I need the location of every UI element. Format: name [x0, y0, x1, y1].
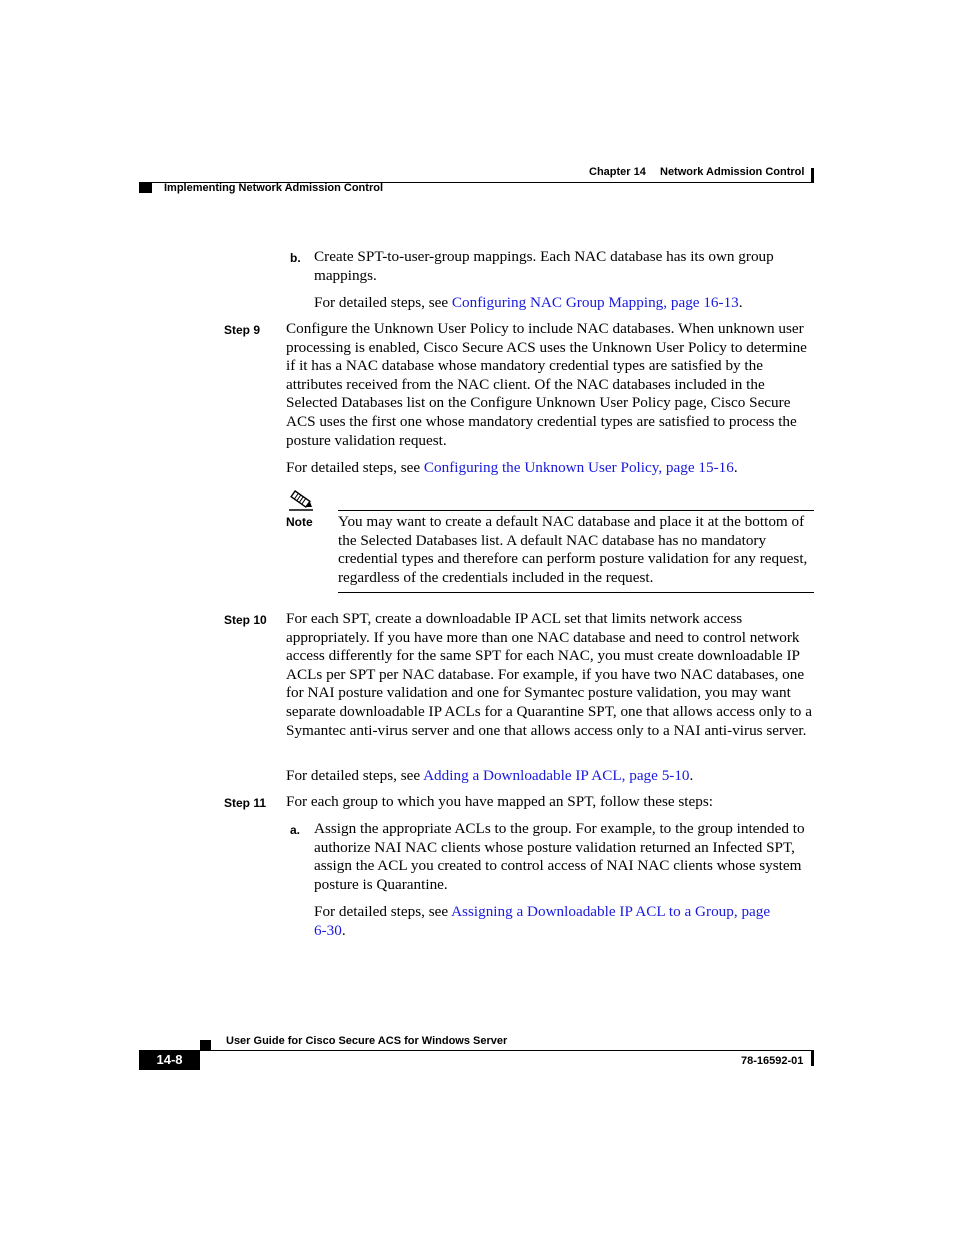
substep-b-detail — [314, 294, 814, 313]
detail-prefix: For detailed steps, see — [314, 903, 452, 920]
step-10-detail — [286, 767, 814, 786]
page-number: 14-8 — [139, 1050, 200, 1070]
header-block — [139, 183, 152, 193]
substep-a-detail — [314, 903, 784, 940]
note-bottom-rule — [338, 592, 814, 593]
guide-title: User Guide for Cisco Secure ACS for Windows Server — [226, 1035, 508, 1047]
detail-prefix: For detailed steps, see — [314, 294, 452, 311]
footer-rule — [200, 1050, 814, 1051]
detail-prefix: For detailed steps, see — [286, 767, 424, 784]
step-11-label: Step 11 — [224, 796, 267, 810]
chapter-title: Network Admission Control — [660, 166, 805, 178]
detail-suffix: . — [733, 459, 738, 476]
substep-a-label: a. — [290, 823, 301, 837]
step-9-label: Step 9 — [224, 323, 261, 337]
detail-suffix: . — [341, 921, 346, 939]
doc-number: 78-16592-01 — [741, 1055, 804, 1067]
section-title: Implementing Network Admission Control — [164, 182, 383, 194]
chapter-number: Chapter 14 — [589, 166, 646, 178]
step-9-text: Configure the Unknown User Policy to include NAC databases. When unknown user processing is enabled, Cisco Secure ACS uses the Unknown User Policy to determine if it has a NAC database whose mandatory credential types are satisfied by the attributes received from the NAC client. Of the NAC databases included in the Selected Databases list on the Configure Unknown User Policy page, Cisco Secure ACS uses the first one whose mandatory credential types are satisfied to process the posture validation request. — [286, 320, 807, 449]
detail-suffix: . — [689, 767, 694, 784]
link-assigning-downloadable-ip-acl-group[interactable]: Assigning a Downloadable IP ACL to a Group, page 6-30 — [314, 903, 771, 939]
substep-b-label: b. — [290, 251, 301, 265]
step-9-detail — [286, 459, 814, 478]
pencil-note-icon — [288, 488, 314, 512]
detail-prefix: For detailed steps, see — [286, 459, 424, 476]
substep-a-text: Assign the appropriate ACLs to the group. For example, to the group intended to authorize NAI NAC clients whose posture validation returned an Infected SPT, assign the ACL you created to control access of NAI NAC clients whose system posture is Quarantine. — [314, 820, 805, 893]
detail-suffix: . — [738, 294, 743, 311]
step-11-text: For each group to which you have mapped an SPT, follow these steps: — [286, 793, 713, 810]
note-top-rule — [338, 510, 814, 511]
link-adding-downloadable-ip-acl[interactable]: Adding a Downloadable IP ACL, page 5-10 — [423, 767, 690, 784]
note-label: Note — [286, 515, 313, 529]
footer-edge-bar — [811, 1051, 814, 1066]
substep-b-text: Create SPT-to-user-group mappings. Each NAC database has its own group mappings. — [314, 248, 774, 284]
header-edge-bar — [811, 168, 814, 183]
step-10-text: For each SPT, create a downloadable IP ACL set that limits network access appropriately. If you have more than one NAC database and need to control network access differently for the same SPT for each NAC, you must create downloadable IP ACLs per SPT per NAC database. For example, if you have two NAC databases, one for NAI posture validation and one for Symantec posture validation, you may want separate downloadable IP ACLs for a Quarantine SPT, one that allows access only to a Symantec anti-virus server and one that allows access only to a NAI anti-virus server. — [286, 610, 812, 739]
step-10-label: Step 10 — [224, 613, 267, 627]
link-configuring-unknown-user-policy[interactable]: Configuring the Unknown User Policy, page 15-16 — [423, 459, 734, 476]
link-configuring-nac-group-mapping[interactable]: Configuring NAC Group Mapping, page 16-13 — [451, 294, 739, 311]
note-text: You may want to create a default NAC database and place it at the bottom of the Selected Databases list. A default NAC database has no mandatory credential types and therefore can perform posture validation for any request, regardless of the credentials included in the request. — [338, 513, 808, 586]
